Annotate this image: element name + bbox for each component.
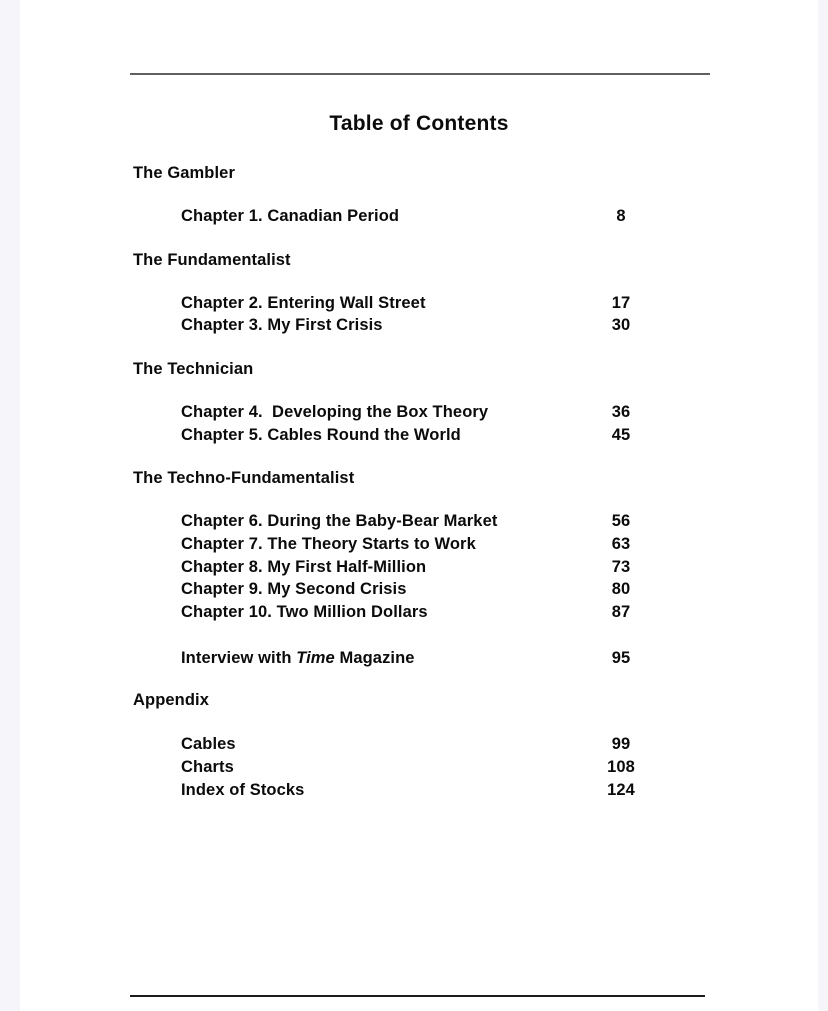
toc-entry-page: 108	[607, 757, 635, 776]
toc-section-heading: The Technician	[133, 360, 254, 379]
toc-section	[133, 360, 713, 446]
toc-entry-label	[181, 647, 415, 670]
toc-entry-interview[interactable]	[133, 647, 713, 670]
toc-entry-label-prefix: Interview with	[181, 648, 297, 667]
toc-entry-page: 36	[611, 403, 631, 422]
toc-section-heading: The Gambler	[133, 164, 235, 183]
toc-entry-label: Cables	[181, 735, 236, 754]
toc-entry-list	[133, 510, 713, 669]
toc-entry-list	[133, 205, 713, 228]
toc-entry-label-suffix: Magazine	[334, 648, 415, 667]
toc-entry-list	[133, 292, 713, 337]
toc-entry[interactable]	[133, 533, 713, 556]
toc-entry[interactable]	[133, 601, 713, 624]
toc-entry-label: Charts	[181, 757, 234, 776]
toc-section	[133, 691, 713, 801]
toc-entry-list	[133, 401, 713, 446]
toc-entry-page: 63	[611, 535, 631, 554]
toc-entry-page: 17	[611, 293, 631, 312]
toc-entry-page: 80	[611, 580, 631, 599]
toc-entry[interactable]	[133, 556, 713, 579]
toc-entry-label-italic: Time	[296, 648, 335, 667]
toc-entry[interactable]	[133, 401, 713, 424]
toc-entry-list	[133, 733, 713, 801]
toc-entry-label: Chapter 5. Cables Round the World	[181, 425, 461, 444]
toc-entry-page: 99	[611, 735, 631, 754]
toc-entry-label: Chapter 9. My Second Crisis	[181, 580, 407, 599]
toc-entry[interactable]	[133, 314, 713, 337]
toc-section-heading: The Techno-Fundamentalist	[133, 469, 355, 488]
toc-entry[interactable]	[133, 733, 713, 756]
table-of-contents	[133, 112, 713, 801]
toc-entry[interactable]	[133, 779, 713, 802]
toc-entry[interactable]	[133, 578, 713, 601]
footer-rule	[130, 995, 705, 997]
toc-entry-label: Chapter 7. The Theory Starts to Work	[181, 535, 476, 554]
toc-entry[interactable]	[133, 292, 713, 315]
toc-section	[133, 469, 713, 669]
toc-entry-label: Chapter 10. Two Million Dollars	[181, 603, 428, 622]
toc-section	[133, 164, 713, 228]
toc-section	[133, 251, 713, 337]
toc-section-heading: The Fundamentalist	[133, 250, 291, 269]
toc-entry-page: 87	[611, 603, 631, 622]
toc-entry-label: Chapter 2. Entering Wall Street	[181, 293, 426, 312]
toc-entry-label: Chapter 6. During the Baby-Bear Market	[181, 512, 498, 531]
toc-entry-label: Chapter 4. Developing the Box Theory	[181, 403, 489, 422]
toc-entry-page: 45	[611, 425, 631, 444]
toc-entry-page: 8	[616, 207, 626, 226]
toc-entry-page: 95	[611, 648, 631, 667]
header-rule	[130, 73, 710, 75]
toc-entry-page: 56	[611, 512, 631, 531]
toc-spacer	[133, 624, 713, 647]
toc-entry-label: Chapter 1. Canadian Period	[181, 207, 400, 226]
toc-entry-label: Index of Stocks	[181, 780, 305, 799]
toc-entry-page: 73	[611, 557, 631, 576]
toc-entry[interactable]	[133, 205, 713, 228]
toc-entry-label: Chapter 8. My First Half-Million	[181, 557, 427, 576]
page-title: Table of Contents	[329, 112, 509, 135]
toc-entry[interactable]	[133, 424, 713, 447]
toc-entry-label: Chapter 3. My First Crisis	[181, 316, 383, 335]
toc-entry[interactable]	[133, 510, 713, 533]
toc-section-heading: Appendix	[133, 691, 209, 710]
document-page	[20, 0, 818, 1011]
toc-entry[interactable]	[133, 756, 713, 779]
toc-entry-page: 124	[607, 780, 635, 799]
toc-entry-page: 30	[611, 316, 631, 335]
